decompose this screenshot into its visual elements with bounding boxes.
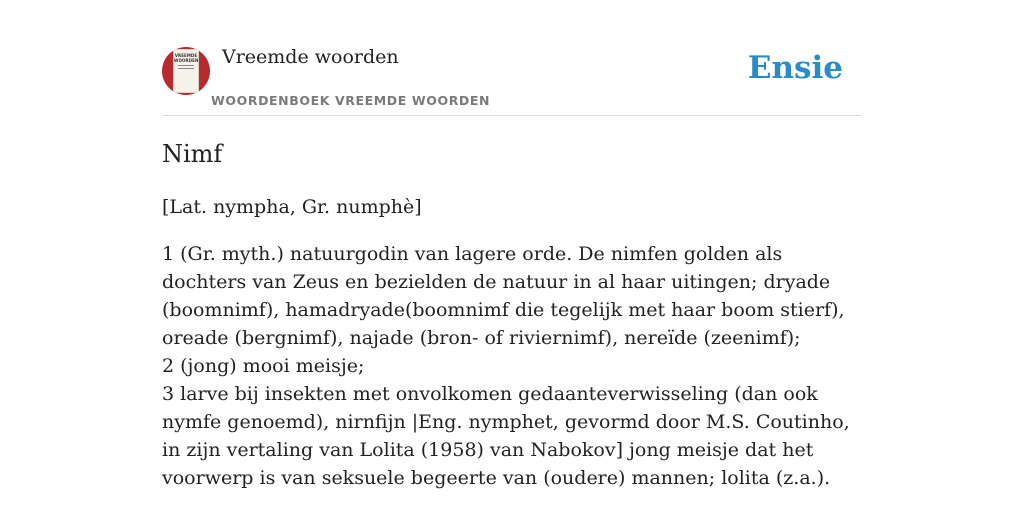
dictionary-avatar[interactable] (162, 47, 210, 95)
book-cover-title: VREEMDE WOORDEN (174, 53, 199, 63)
definition-line-3: 3 larve bij insekten met onvolkomen gedaanteverwisseling (dan ook nymfe genoemd), nirnfijn |Eng. nymphet, gevormd door M.S. Coutinho, in zijn vertaling van Lolita (1958) van Nabokov] jong meisje dat het voorwerp is van seksuele begeerte van (oudere) mannen; lolita (z.a.). (162, 383, 850, 489)
entry-etymology: [Lat. nympha, Gr. numphè] (162, 196, 422, 218)
site-title-link[interactable]: Vreemde woorden (222, 46, 399, 68)
ensie-logo-link[interactable]: Ensie (747, 50, 843, 86)
entry-definition (162, 240, 862, 492)
header-divider (162, 115, 862, 116)
book-cover-line (178, 68, 194, 69)
definition-line-1: 1 (Gr. myth.) natuurgodin van lagere orde. De nimfen golden als dochters van Zeus en bezielden de natuur in al haar uitingen; dryade (boomnimf), hamadryade(boomnimf die tegelijk met haar boom stierf), oreade (bergnimf), najade (bron- of riviernimf), nereïde (zeenimf); (162, 243, 845, 349)
site-subtitle: WOORDENBOEK VREEMDE WOORDEN (211, 93, 491, 108)
book-cover-image (173, 49, 199, 93)
book-cover-line (178, 65, 194, 66)
entry-term-title: Nimf (162, 140, 223, 168)
definition-line-2: 2 (jong) mooi meisje; (162, 355, 365, 377)
